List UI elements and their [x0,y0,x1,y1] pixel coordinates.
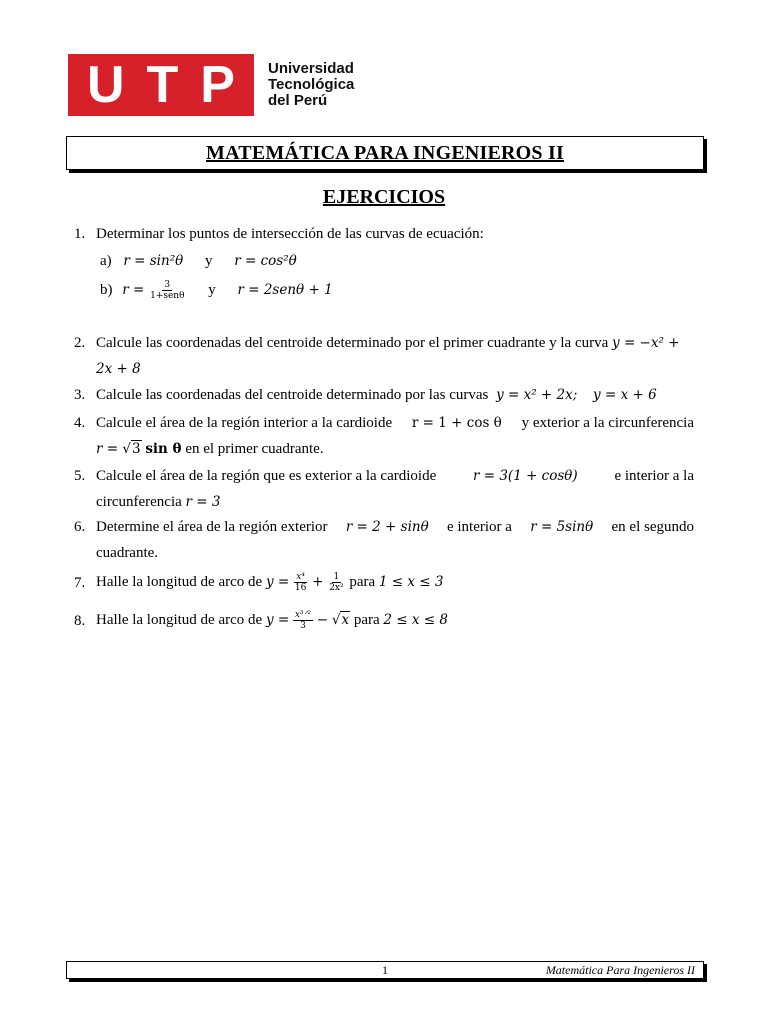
exercise-6-line-1 [96,518,694,536]
logo-line-2: Tecnológica [268,76,355,93]
exercise-3-eq1: y = x² + 2x; [496,387,578,403]
exercise-6-text-2: e interior a [446,519,512,535]
exercise-7-f2-denominator: 2x² [329,583,344,594]
exercise-6-eq1: r = 2 + sinθ [345,519,429,535]
exercise-4-eq2-rest: sin θ [145,441,182,457]
exercise-5-text-3: circunferencia [96,494,182,510]
exercise-4-text-3: en el primer cuadrante. [185,441,324,457]
exercise-7-lhs: y = [265,574,290,590]
exercise-2-number: 2. [74,335,86,351]
exercise-8-numerator: x³ᐟ² [294,610,312,621]
exercise-4-line-1 [96,414,694,432]
exercise-7-f1-numerator: x⁴ [296,572,305,583]
logo-letter-t: T [146,56,179,114]
logo-line-3: del Perú [268,92,328,109]
exercise-3-number: 3. [74,387,86,403]
exercise-6-number: 6. [74,519,86,535]
page-number: 1 [382,963,388,977]
exercise-7-fraction-2 [327,572,345,593]
exercise-5-text-1: Calcule el área de la región que es exterior a la cardioide [96,468,437,484]
exercise-4-eq1: r = 1 + cos θ [411,415,502,431]
exercise-1b-fraction [148,280,186,301]
exercise-4-text-1: Calcule el área de la región interior a la cardioide [96,415,393,431]
exercise-5-text-2: e interior a la [614,468,694,484]
exercise-1b-conj: y [208,281,216,298]
exercise-7-f2-numerator: 1 [333,572,340,583]
exercise-2-eq-a: y = −x² + [612,335,680,351]
exercise-7-line [96,568,444,596]
exercise-8-line [96,606,448,634]
page-footer [66,961,704,979]
exercise-5-line-1 [96,467,694,485]
exercise-2-eq-b: 2x + 8 [96,361,141,377]
utp-logo [68,54,354,116]
exercise-1a-eq2: r = cos²θ [234,253,297,269]
exercise-8-sqrt: √x [331,612,350,628]
exercise-4-radicand: 3 [131,441,141,457]
exercise-7-number: 7. [74,575,86,591]
logo-letter-u: U [86,56,125,114]
exercise-7-fraction-1 [293,572,308,593]
exercise-8-para: para [353,612,380,628]
exercise-8-text: Halle la longitud de arco de [96,612,263,628]
exercise-7-f1-denominator: 16 [294,583,307,594]
exercise-1-text: Determinar los puntos de intersección de las curvas de ecuación: [96,226,484,242]
exercise-4-text-2: y exterior a la circunferencia [521,415,694,431]
exercise-1a-eq1: r = sin²θ [123,253,184,269]
exercise-3-text: Calcule las coordenadas del centroide determinado por las curvas [96,387,489,403]
exercise-8-fraction [293,610,313,631]
footer-course-name: Matemática Para Ingenieros II [545,963,695,977]
logo-line-1: Universidad [268,60,354,77]
exercise-1b-eq2: r = 2senθ + 1 [237,281,333,298]
course-title-box [66,136,704,170]
exercise-2-line-2 [96,360,141,378]
exercise-4-line-2 [96,440,324,458]
exercise-1a-conj: y [204,253,213,269]
exercise-7-text: Halle la longitud de arco de [96,574,263,590]
exercise-1a [100,252,297,270]
exercise-4-eq2-lhs: r = [96,441,123,457]
exercise-2-text: Calcule las coordenadas del centroide determinado por el primer cuadrante y la curva [96,335,609,351]
exercise-1b-lhs: r = [122,281,145,298]
exercise-1b-numerator: 3 [164,280,171,290]
exercise-7-para: para [349,574,376,590]
exercise-1b [100,280,333,301]
exercise-7-plus: + [312,574,324,590]
exercise-6-text-3: en el segundo [611,519,694,535]
exercise-4-sqrt: √3 [122,441,141,457]
utp-logo-mark [68,54,254,116]
logo-wordmark [268,61,354,109]
exercise-8-number: 8. [74,613,86,629]
exercise-8-denominator: 3 [300,621,306,632]
exercise-4-number: 4. [74,415,86,431]
exercise-6-text-1: Determine el área de la región exterior [96,519,328,535]
exercise-3-eq2: y = x + 6 [593,387,657,403]
exercise-6-text-4: cuadrante. [96,545,159,561]
exercise-8-minus: − [316,612,329,628]
exercise-6-eq2: r = 5sinθ [530,519,594,535]
course-title: MATEMÁTICA PARA INGENIEROS II [206,141,564,164]
exercise-7-range: 1 ≤ x ≤ 3 [378,574,444,590]
exercise-5-line-2 [96,493,220,511]
exercise-8-radicand: x [341,612,350,628]
exercise-8-lhs: y = [265,612,290,628]
section-heading: EJERCICIOS [322,186,446,208]
exercise-8-range: 2 ≤ x ≤ 8 [383,612,448,628]
exercise-1b-label: b) [100,281,113,298]
exercise-5-number: 5. [74,468,86,484]
exercise-3-line [96,386,657,404]
exercise-1-number: 1. [74,226,86,242]
exercise-5-eq2: r = 3 [185,494,221,510]
exercise-1a-label: a) [100,253,112,269]
exercise-2-line-1 [96,334,680,352]
exercise-1b-denominator: 1+senθ [150,291,185,301]
exercise-5-eq1: r = 3(1 + cosθ) [473,468,578,484]
logo-letter-p: P [200,56,235,114]
